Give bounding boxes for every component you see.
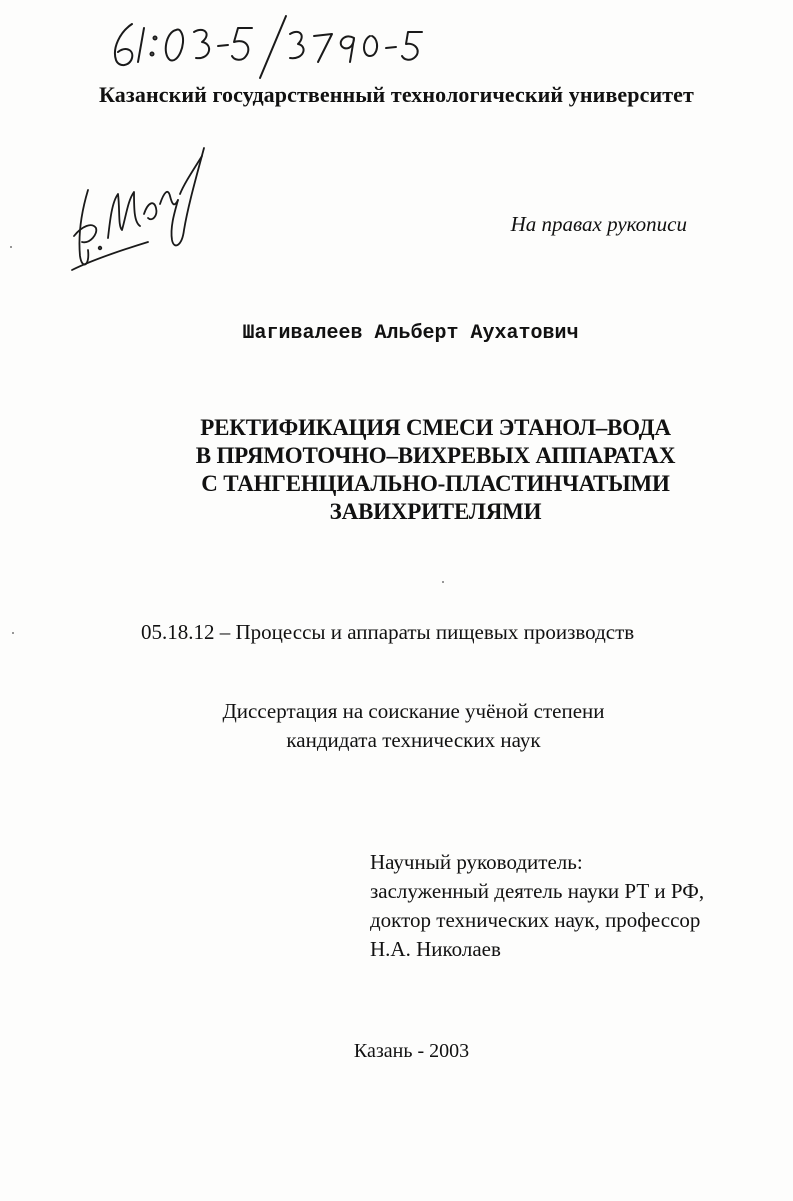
supervisor-block	[370, 848, 704, 964]
degree-line: кандидата технических наук	[286, 728, 541, 752]
scan-speck	[10, 246, 12, 248]
university-name: Казанский государственный технологический университет	[99, 82, 694, 107]
manuscript-rights-note: На правах рукописи	[510, 212, 687, 236]
archive-code-handwriting	[100, 14, 440, 84]
scan-speck	[12, 632, 14, 634]
specialty-code: 05.18.12 – Процессы и аппараты пищевых производств	[141, 620, 635, 644]
supervisor-line: Научный руководитель:	[370, 850, 583, 874]
degree-line: Диссертация на соискание учёной степени	[222, 699, 605, 723]
title-line: ЗАВИХРИТЕЛЯМИ	[329, 499, 542, 524]
supervisor-line: заслуженный деятель науки РТ и РФ,	[370, 879, 705, 903]
author-signature	[62, 130, 212, 280]
title-line: В ПРЯМОТОЧНО–ВИХРЕВЫХ АППАРАТАХ	[195, 443, 676, 468]
title-line: РЕКТИФИКАЦИЯ СМЕСИ ЭТАНОЛ–ВОДА	[200, 415, 671, 440]
supervisor-line: Н.А. Николаев	[370, 937, 501, 961]
city-year: Казань - 2003	[353, 1040, 470, 1062]
author-name: Шагивалеев Альберт Аухатович	[242, 322, 579, 345]
dissertation-title	[0, 414, 793, 526]
scan-speck	[442, 581, 444, 583]
title-line: С ТАНГЕНЦИАЛЬНО-ПЛАСТИНЧАТЫМИ	[201, 471, 670, 496]
supervisor-line: доктор технических наук, профессор	[370, 908, 701, 932]
degree-statement	[0, 697, 793, 755]
